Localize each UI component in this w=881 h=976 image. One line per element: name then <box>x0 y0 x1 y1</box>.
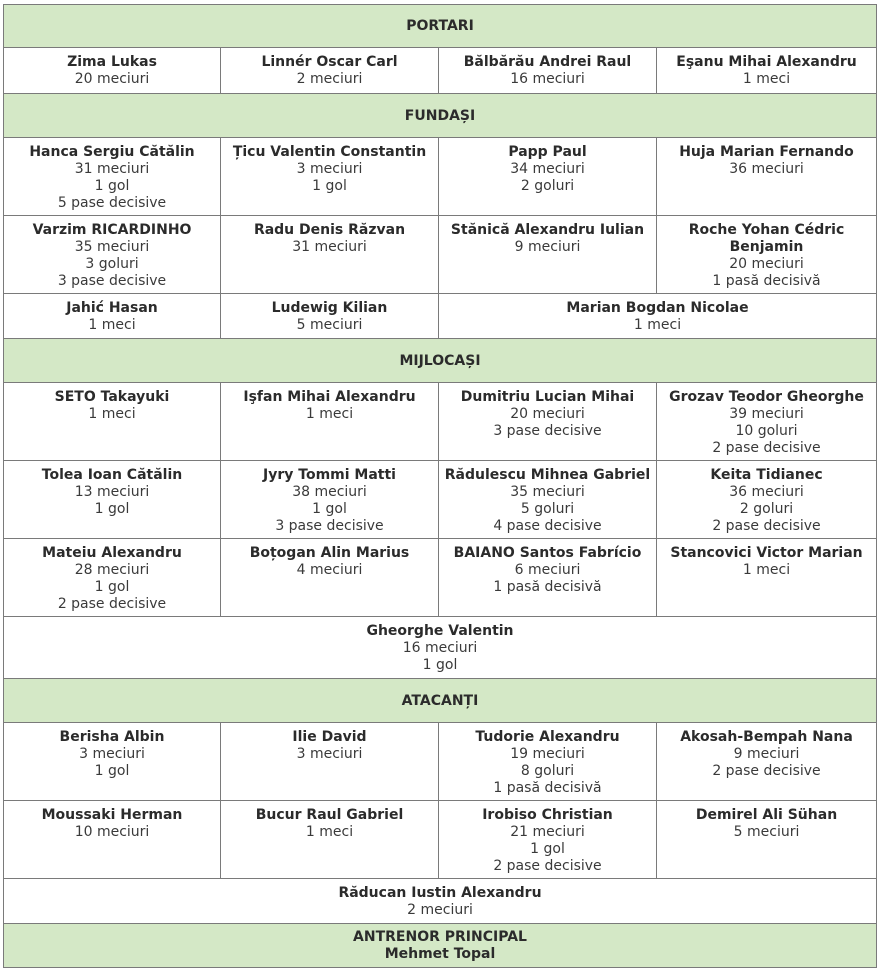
section-header-atacanti: ATACANȚI <box>3 679 877 723</box>
player-stat: 3 meciuri <box>296 746 363 762</box>
player-stat: 1 meci <box>88 317 136 333</box>
player-stat: 35 meciuri <box>74 239 150 255</box>
player-card <box>3 461 221 539</box>
player-stat: 28 meciuri <box>74 562 150 578</box>
player-card <box>221 723 439 801</box>
player-name: Marian Bogdan Nicolae <box>566 300 749 316</box>
player-stat: 2 meciuri <box>296 71 363 87</box>
player-stat: 1 pasă decisivă <box>493 780 602 796</box>
player-row <box>3 461 877 539</box>
player-name: Linnér Oscar Carl <box>261 54 398 70</box>
player-stat: 1 gol <box>94 178 130 194</box>
player-name: Işfan Mihai Alexandru <box>243 389 416 405</box>
player-stat: 1 gol <box>312 178 347 194</box>
player-stat: 2 pase decisive <box>712 518 821 534</box>
player-name: Papp Paul <box>508 144 587 160</box>
player-stat: 1 gol <box>422 657 458 673</box>
player-stat: 4 meciuri <box>296 562 363 578</box>
player-stat: 2 pase decisive <box>57 596 167 612</box>
player-name: Rădulescu Mihnea Gabriel <box>444 467 651 483</box>
player-card <box>3 617 877 679</box>
player-stat: 3 pase decisive <box>57 273 167 289</box>
player-stat: 31 meciuri <box>292 239 367 255</box>
player-row <box>3 48 877 94</box>
player-row <box>3 801 877 879</box>
player-stat: 5 meciuri <box>733 824 800 840</box>
player-card <box>3 383 221 461</box>
player-stat: 8 goluri <box>520 763 575 779</box>
player-stat: 31 meciuri <box>74 161 150 177</box>
player-stat: 2 pase decisive <box>712 440 821 456</box>
section-header-portari: PORTARI <box>3 4 877 48</box>
player-name: Ludewig Kilian <box>271 300 388 316</box>
player-stat: 16 meciuri <box>402 640 478 656</box>
player-card <box>439 461 657 539</box>
player-row <box>3 617 877 679</box>
player-stat: 1 meci <box>633 317 682 333</box>
player-name: BAIANO Santos Fabrício <box>453 545 642 561</box>
player-stat: 39 meciuri <box>729 406 804 422</box>
player-card <box>439 539 657 617</box>
player-row <box>3 723 877 801</box>
coach-title: ANTRENOR PRINCIPAL <box>353 929 527 945</box>
player-stat: 2 pase decisive <box>493 858 602 874</box>
player-stat: 2 pase decisive <box>712 763 821 779</box>
player-stat: 5 goluri <box>520 501 575 517</box>
player-name: Jyry Tommi Matti <box>263 467 396 483</box>
player-card <box>439 48 657 94</box>
player-stat: 3 meciuri <box>296 161 363 177</box>
player-stat: 20 meciuri <box>74 71 150 87</box>
player-name: SETO Takayuki <box>54 389 170 405</box>
player-card <box>439 383 657 461</box>
player-card <box>657 48 877 94</box>
player-card <box>3 801 221 879</box>
player-name: Ilie David <box>292 729 367 745</box>
player-name: Huja Marian Fernando <box>679 144 854 160</box>
player-name: Radu Denis Răzvan <box>253 222 406 238</box>
player-name: Demirel Ali Sühan <box>695 807 838 823</box>
player-row <box>3 216 877 294</box>
player-name: Dumitriu Lucian Mihai <box>460 389 635 405</box>
player-stat: 1 gol <box>94 763 130 779</box>
player-card <box>3 294 221 339</box>
player-stat: 16 meciuri <box>510 71 585 87</box>
player-stat: 13 meciuri <box>74 484 150 500</box>
player-card <box>657 801 877 879</box>
player-name: Moussaki Herman <box>41 807 183 823</box>
player-stat: 1 gol <box>94 579 130 595</box>
player-name: Roche Yohan Cédric Benjamin <box>688 222 845 255</box>
player-stat: 10 meciuri <box>74 824 150 840</box>
player-name: Țicu Valentin Constantin <box>232 144 427 160</box>
player-card <box>657 723 877 801</box>
player-card <box>439 294 877 339</box>
player-card <box>221 294 439 339</box>
player-name: Mateiu Alexandru <box>42 545 182 561</box>
player-stat: 21 meciuri <box>510 824 585 840</box>
player-stat: 1 gol <box>94 501 130 517</box>
player-name: Irobiso Christian <box>482 807 613 823</box>
section-header-fundasi: FUNDAȘI <box>3 94 877 138</box>
player-row <box>3 138 877 216</box>
player-stat: 10 goluri <box>735 423 798 439</box>
player-stat: 3 goluri <box>85 256 139 272</box>
player-name: Bucur Raul Gabriel <box>255 807 404 823</box>
player-card <box>221 138 439 216</box>
player-stat: 5 pase decisive <box>57 195 167 211</box>
player-stat: 1 meci <box>305 824 354 840</box>
player-stat: 1 pasă decisivă <box>712 273 821 289</box>
player-card <box>221 461 439 539</box>
player-card <box>221 48 439 94</box>
player-name: Tudorie Alexandru <box>475 729 620 745</box>
player-stat: 34 meciuri <box>510 161 585 177</box>
player-card <box>439 216 657 294</box>
player-stat: 9 meciuri <box>514 239 581 255</box>
player-stat: 1 meci <box>305 406 354 422</box>
player-stat: 1 meci <box>742 562 791 578</box>
player-card <box>221 383 439 461</box>
player-row <box>3 383 877 461</box>
player-card <box>3 879 877 924</box>
player-stat: 35 meciuri <box>510 484 585 500</box>
player-stat: 5 meciuri <box>296 317 363 333</box>
player-name: Stancovici Victor Marian <box>670 545 863 561</box>
player-stat: 1 pasă decisivă <box>493 579 602 595</box>
player-row <box>3 539 877 617</box>
player-stat: 19 meciuri <box>510 746 585 762</box>
player-card <box>221 801 439 879</box>
player-name: Tolea Ioan Cătălin <box>41 467 183 483</box>
player-name: Varzim RICARDINHO <box>32 222 192 238</box>
player-card <box>657 216 877 294</box>
player-name: Grozav Teodor Gheorghe <box>669 389 864 405</box>
player-stat: 1 gol <box>312 501 347 517</box>
squad-table <box>3 4 877 968</box>
player-stat: 3 pase decisive <box>493 423 602 439</box>
player-name: Eşanu Mihai Alexandru <box>676 54 857 70</box>
player-stat: 3 pase decisive <box>275 518 384 534</box>
player-row <box>3 294 877 339</box>
player-card <box>221 539 439 617</box>
player-stat: 1 gol <box>530 841 565 857</box>
player-stat: 38 meciuri <box>292 484 367 500</box>
player-card <box>439 723 657 801</box>
player-stat: 9 meciuri <box>733 746 800 762</box>
player-stat: 2 goluri <box>739 501 794 517</box>
player-name: Boțogan Alin Marius <box>249 545 410 561</box>
player-card <box>3 216 221 294</box>
player-name: Akosah-Bempah Nana <box>680 729 853 745</box>
coach-name: Mehmet Topal <box>384 946 496 962</box>
player-card <box>657 539 877 617</box>
player-stat: 3 meciuri <box>79 746 145 762</box>
player-stat: 20 meciuri <box>729 256 804 272</box>
player-card <box>3 539 221 617</box>
player-card <box>657 138 877 216</box>
player-card <box>3 48 221 94</box>
player-card <box>439 801 657 879</box>
player-name: Hanca Sergiu Cătălin <box>29 144 195 160</box>
player-card <box>439 138 657 216</box>
player-name: Berisha Albin <box>59 729 165 745</box>
player-name: Gheorghe Valentin <box>366 623 514 639</box>
player-stat: 4 pase decisive <box>493 518 602 534</box>
player-name: Jahić Hasan <box>66 300 158 316</box>
player-stat: 1 meci <box>742 71 791 87</box>
player-stat: 20 meciuri <box>510 406 585 422</box>
section-header-mijlocasi: MIJLOCAȘI <box>3 339 877 383</box>
player-stat: 2 meciuri <box>407 902 473 918</box>
player-name: Răducan Iustin Alexandru <box>338 885 542 901</box>
player-card <box>657 383 877 461</box>
player-row <box>3 879 877 924</box>
player-stat: 2 goluri <box>520 178 575 194</box>
player-name: Bălbărău Andrei Raul <box>463 54 632 70</box>
player-card <box>3 138 221 216</box>
player-card <box>657 461 877 539</box>
player-stat: 1 meci <box>88 406 136 422</box>
player-stat: 36 meciuri <box>729 161 804 177</box>
player-name: Keita Tidianec <box>710 467 823 483</box>
player-card <box>3 723 221 801</box>
player-stat: 6 meciuri <box>514 562 581 578</box>
player-card <box>221 216 439 294</box>
player-name: Stănică Alexandru Iulian <box>450 222 645 238</box>
player-stat: 36 meciuri <box>729 484 804 500</box>
coach-section <box>3 924 877 968</box>
player-name: Zima Lukas <box>67 54 157 70</box>
